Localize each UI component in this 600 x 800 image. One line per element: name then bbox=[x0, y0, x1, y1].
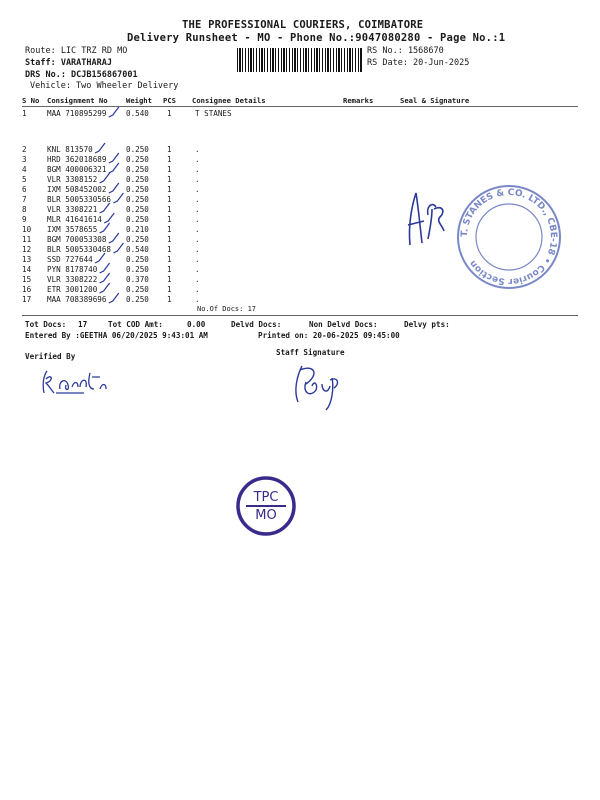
cell-pcs: 1 bbox=[167, 175, 172, 184]
cell-pcs: 1 bbox=[167, 245, 172, 254]
cell-wt: 0.250 bbox=[126, 265, 149, 274]
cell-sno: 1 bbox=[22, 109, 27, 118]
cell-pcs: 1 bbox=[167, 109, 172, 118]
cell-sno: 15 bbox=[22, 275, 32, 284]
cell-wt: 0.250 bbox=[126, 155, 149, 164]
entered-by: Entered By :GEETHA 06/20/2025 9:43:01 AM bbox=[25, 331, 208, 340]
cell-wt: 0.250 bbox=[126, 255, 149, 264]
cell-consignee: . bbox=[195, 165, 200, 174]
cell-consignee: . bbox=[195, 235, 200, 244]
cell-cn: PYN 8178740 bbox=[47, 265, 98, 274]
tick-mark bbox=[100, 263, 110, 273]
tot-docs-value: 17 bbox=[78, 320, 88, 329]
staff-signature-label: Staff Signature bbox=[276, 348, 345, 357]
cell-consignee: . bbox=[195, 195, 200, 204]
cell-wt: 0.250 bbox=[126, 205, 149, 214]
company-seal-image bbox=[454, 182, 564, 292]
cell-consignee: . bbox=[195, 185, 200, 194]
cell-wt: 0.250 bbox=[126, 185, 149, 194]
cell-pcs: 1 bbox=[167, 205, 172, 214]
cod-value: 0.00 bbox=[187, 320, 206, 329]
cell-pcs: 1 bbox=[167, 195, 172, 204]
cell-pcs: 1 bbox=[167, 275, 172, 284]
cell-cn: BLR 5005330468 bbox=[47, 245, 112, 254]
cell-wt: 0.250 bbox=[126, 285, 149, 294]
cell-sno: 10 bbox=[22, 225, 32, 234]
cell-pcs: 1 bbox=[167, 155, 172, 164]
cell-consignee: . bbox=[195, 145, 200, 154]
tick-mark bbox=[104, 213, 114, 223]
cell-sno: 6 bbox=[22, 185, 27, 194]
cell-sno: 11 bbox=[22, 235, 32, 244]
seal-text: T. STANES & CO. LTD., CBE-18 • Courier Section bbox=[459, 187, 559, 287]
cell-sno: 2 bbox=[22, 145, 27, 154]
cell-wt: 0.250 bbox=[126, 215, 149, 224]
staff-label: Staff: VARATHARAJ bbox=[25, 58, 112, 68]
cell-wt: 0.370 bbox=[126, 275, 149, 284]
cell-cn: MAA 708389696 bbox=[47, 295, 107, 304]
cell-consignee: . bbox=[195, 245, 200, 254]
cell-sno: 14 bbox=[22, 265, 32, 274]
cell-wt: 0.540 bbox=[126, 245, 149, 254]
tot-docs-label: Tot Docs: bbox=[25, 320, 67, 329]
cell-pcs: 1 bbox=[167, 165, 172, 174]
cod-label: Tot COD Amt: bbox=[108, 320, 163, 329]
cell-consignee: . bbox=[195, 175, 200, 184]
cell-pcs: 1 bbox=[167, 265, 172, 274]
rs-number: RS No.: 1568670 bbox=[367, 46, 444, 56]
cell-consignee: . bbox=[195, 155, 200, 164]
tick-mark bbox=[100, 283, 110, 293]
cell-wt: 0.250 bbox=[126, 165, 149, 174]
tick-mark bbox=[100, 223, 110, 233]
cell-pcs: 1 bbox=[167, 215, 172, 224]
staff-signature-image bbox=[288, 358, 358, 418]
cell-consignee: . bbox=[195, 265, 200, 274]
col-seal-signature: Seal & Signature bbox=[400, 96, 470, 105]
tick-mark bbox=[109, 183, 119, 193]
cell-consignee: . bbox=[195, 215, 200, 224]
tick-mark bbox=[109, 107, 119, 117]
cell-sno: 16 bbox=[22, 285, 32, 294]
cell-wt: 0.250 bbox=[126, 145, 149, 154]
cell-cn: VLR 3308221 bbox=[47, 205, 98, 214]
cell-pcs: 1 bbox=[167, 185, 172, 194]
svg-text:T. STANES & CO. LTD., CBE-18 • bbox=[460, 188, 558, 286]
cell-cn: BGM 400006321 bbox=[47, 165, 107, 174]
cell-pcs: 1 bbox=[167, 295, 172, 304]
cell-wt: 0.250 bbox=[126, 295, 149, 304]
cell-wt: 0.250 bbox=[126, 195, 149, 204]
tick-mark bbox=[100, 203, 110, 213]
runsheet-subtitle: Delivery Runsheet - MO - Phone No.:9047080280 - Page No.:1 bbox=[127, 32, 506, 44]
cell-consignee: . bbox=[195, 285, 200, 294]
cell-cn: SSD 727644 bbox=[47, 255, 93, 264]
cell-consignee: . bbox=[195, 295, 200, 304]
cell-wt: 0.250 bbox=[126, 175, 149, 184]
cell-cn: VLR 3308222 bbox=[47, 275, 98, 284]
route-label: Route: LIC TRZ RD MO bbox=[25, 46, 128, 56]
cell-cn: BLR 5005330566 bbox=[47, 195, 112, 204]
cell-cn: IXM 508452002 bbox=[47, 185, 107, 194]
tick-mark bbox=[109, 293, 119, 303]
cell-wt: 0.540 bbox=[126, 109, 149, 118]
cell-consignee: . bbox=[195, 225, 200, 234]
cell-cn: MLR 41641614 bbox=[47, 215, 102, 224]
stamp-mo: MO bbox=[255, 508, 277, 523]
cell-pcs: 1 bbox=[167, 225, 172, 234]
cell-consignee: . bbox=[195, 255, 200, 264]
company-title: THE PROFESSIONAL COURIERS, COIMBATORE bbox=[182, 19, 424, 31]
rs-date: RS Date: 20-Jun-2025 bbox=[367, 58, 470, 68]
cell-wt: 0.210 bbox=[126, 225, 149, 234]
cell-cn: KNL 813570 bbox=[47, 145, 93, 154]
cell-pcs: 1 bbox=[167, 285, 172, 294]
drs-number: DRS No.: DCJB156867001 bbox=[25, 70, 138, 80]
tick-mark bbox=[100, 173, 110, 183]
cell-sno: 5 bbox=[22, 175, 27, 184]
tick-mark bbox=[113, 243, 123, 253]
col-remarks: Remarks bbox=[343, 96, 374, 105]
tpc-stamp-image bbox=[236, 476, 296, 536]
cell-pcs: 1 bbox=[167, 255, 172, 264]
col-consignee: Consignee Details bbox=[192, 96, 266, 105]
cell-sno: 13 bbox=[22, 255, 32, 264]
cell-sno: 12 bbox=[22, 245, 32, 254]
cell-sno: 17 bbox=[22, 295, 32, 304]
tick-mark bbox=[109, 153, 119, 163]
cell-cn: MAA 710895299 bbox=[47, 109, 107, 118]
cell-sno: 4 bbox=[22, 165, 27, 174]
initials-handwriting bbox=[398, 185, 458, 255]
cell-pcs: 1 bbox=[167, 235, 172, 244]
tick-mark bbox=[95, 143, 105, 153]
printed-on: Printed on: 20-06-2025 09:45:00 bbox=[258, 331, 400, 340]
cell-cn: BGM 700053308 bbox=[47, 235, 107, 244]
col-consignment: Consignment No bbox=[47, 96, 108, 105]
delvy-pts: Delvy pts: bbox=[404, 320, 450, 329]
cell-cn: HRD 362018689 bbox=[47, 155, 107, 164]
cell-consignee: . bbox=[195, 275, 200, 284]
cell-sno: 3 bbox=[22, 155, 27, 164]
cell-pcs: 1 bbox=[167, 145, 172, 154]
stamp-tpc: TPC bbox=[253, 490, 279, 505]
tick-mark bbox=[95, 253, 105, 263]
tick-mark bbox=[109, 233, 119, 243]
cell-sno: 9 bbox=[22, 215, 27, 224]
non-delvd-docs: Non Delvd Docs: bbox=[309, 320, 378, 329]
tick-mark bbox=[113, 193, 123, 203]
tick-mark bbox=[100, 273, 110, 283]
cell-cn: IXM 3578655 bbox=[47, 225, 98, 234]
verified-by-label: Verified By bbox=[25, 352, 76, 361]
verified-signature-image bbox=[38, 363, 128, 403]
tick-mark bbox=[109, 163, 119, 173]
vehicle-label: Vehicle: Two Wheeler Delivery bbox=[30, 81, 179, 91]
col-pcs: PCS bbox=[163, 96, 176, 105]
cell-sno: 8 bbox=[22, 205, 27, 214]
cell-wt: 0.250 bbox=[126, 235, 149, 244]
cell-sno: 7 bbox=[22, 195, 27, 204]
cell-consignee: . bbox=[195, 205, 200, 214]
delvd-docs: Delvd Docs: bbox=[231, 320, 282, 329]
no-of-docs: No.Of Docs: 17 bbox=[197, 305, 257, 313]
cell-cn: VLR 3308152 bbox=[47, 175, 98, 184]
cell-cn: ETR 3001200 bbox=[47, 285, 98, 294]
col-sno: S No bbox=[22, 96, 40, 105]
cell-consignee: T STANES bbox=[195, 109, 232, 118]
col-weight: Weight bbox=[126, 96, 152, 105]
